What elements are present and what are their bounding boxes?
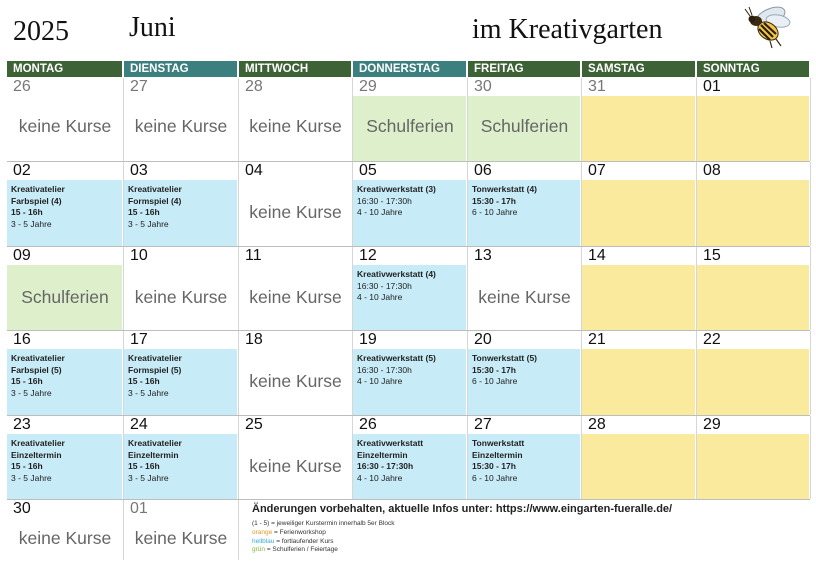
legend-line <box>252 538 334 547</box>
day-body <box>7 180 122 246</box>
legend-description: = Schulferien / Feiertage <box>265 546 338 554</box>
day-cell <box>468 78 582 161</box>
day-number: 20 <box>474 331 492 348</box>
course-line: 3 - 5 Jahre <box>11 387 52 398</box>
course-line: Einzeltermin <box>11 449 62 460</box>
course-line: Kreativatelier <box>128 353 182 363</box>
day-cell <box>468 416 582 499</box>
weekday-header-sonntag: SONNTAG <box>697 61 809 77</box>
course-line: 15:30 - 17h <box>472 195 516 206</box>
day-cell <box>239 331 353 415</box>
legend-keyword: hellblau <box>252 537 275 545</box>
day-number: 17 <box>130 331 148 348</box>
day-number: 30 <box>474 78 492 95</box>
day-cell <box>353 247 468 330</box>
day-cell <box>353 331 468 415</box>
day-body <box>582 349 695 415</box>
day-number: 18 <box>245 331 263 348</box>
day-cell <box>124 331 239 415</box>
course-line: 16:30 - 17:30h <box>357 280 412 291</box>
course-line: Tonwerkstatt (4) <box>472 184 538 194</box>
legend-description: = fortlaufender Kurs <box>274 537 334 545</box>
course-line: 16:30 - 17:30h <box>357 461 414 471</box>
course-line: 15 - 16h <box>11 461 43 471</box>
course-line: 16:30 - 17:30h <box>357 364 412 375</box>
day-number: 04 <box>245 162 263 179</box>
weekday-header-dienstag: DIENSTAG <box>124 61 237 77</box>
day-number: 16 <box>13 331 31 348</box>
course-info <box>11 180 120 246</box>
course-line: Tonwerkstatt (5) <box>472 353 538 363</box>
day-number: 08 <box>703 162 721 179</box>
day-cell <box>239 78 353 161</box>
day-cell <box>353 78 468 161</box>
day-cell <box>468 331 582 415</box>
day-cell <box>468 162 582 246</box>
day-number: 26 <box>359 416 377 433</box>
day-cell <box>7 331 124 415</box>
bee-icon <box>740 3 796 49</box>
course-info <box>128 180 235 246</box>
no-courses-label: keine Kurse <box>134 287 228 307</box>
day-body <box>124 434 237 499</box>
day-number: 29 <box>703 416 721 433</box>
day-number: 05 <box>359 162 377 179</box>
course-line: 4 - 10 Jahre <box>357 292 403 302</box>
course-info <box>472 180 578 246</box>
course-line: Kreativatelier <box>11 184 65 194</box>
course-line: 3 - 5 Jahre <box>11 218 52 229</box>
school-holiday-label: Schulferien <box>366 116 454 136</box>
course-line: Formspiel (4) <box>128 195 182 206</box>
day-body <box>468 180 580 246</box>
day-number: 28 <box>588 416 606 433</box>
course-line: 15:30 - 17h <box>472 461 516 471</box>
day-cell <box>353 162 468 246</box>
course-info <box>357 349 464 415</box>
day-body <box>582 265 695 330</box>
day-number: 21 <box>588 331 606 348</box>
day-body <box>353 265 466 330</box>
school-holiday-label: Schulferien <box>480 116 569 136</box>
day-number: 24 <box>130 416 148 433</box>
day-cell <box>697 162 811 246</box>
day-body <box>468 349 580 415</box>
course-line: Kreativwerkstatt (4) <box>357 269 436 279</box>
course-line: 4 - 10 Jahre <box>357 376 403 386</box>
course-line: Farbspiel (4) <box>11 195 62 206</box>
course-line: 15 - 16h <box>11 207 43 217</box>
school-holiday-label: Schulferien <box>21 287 109 307</box>
day-cell <box>124 500 239 560</box>
day-cell <box>582 247 697 330</box>
course-line: 6 - 10 Jahre <box>472 472 518 483</box>
day-body <box>124 180 237 246</box>
legend-line <box>252 529 326 538</box>
course-line: Formspiel (5) <box>128 364 182 375</box>
course-line: 15 - 16h <box>128 207 160 217</box>
notes-title: Änderungen vorbehalten, aktuelle Infos unter: https://www.eingarten-fueralle.de/ <box>252 503 673 515</box>
course-line: Kreativatelier <box>128 184 182 194</box>
day-body <box>697 96 809 161</box>
day-body <box>353 180 466 246</box>
course-line: 15 - 16h <box>128 376 160 386</box>
course-line: 4 - 10 Jahre <box>357 472 403 483</box>
course-line: 15 - 16h <box>11 376 43 386</box>
no-courses-label: keine Kurse <box>18 528 112 548</box>
course-line: Kreativatelier <box>11 353 65 363</box>
day-number: 28 <box>245 78 263 95</box>
day-number: 30 <box>13 500 31 517</box>
day-body <box>697 180 809 246</box>
day-number: 09 <box>13 247 31 264</box>
weekday-header-montag: MONTAG <box>7 61 122 77</box>
day-cell <box>7 416 124 499</box>
legend-line <box>252 546 338 555</box>
course-line: 15 - 16h <box>128 461 160 471</box>
day-body <box>582 96 695 161</box>
legend-keyword: grün <box>252 546 266 554</box>
course-line: 3 - 5 Jahre <box>11 472 52 483</box>
legend-description: = Ferienworkshop <box>272 528 326 536</box>
day-cell <box>582 162 697 246</box>
course-line: 6 - 10 Jahre <box>472 376 518 386</box>
day-number: 15 <box>703 247 721 264</box>
weekday-header-donnerstag: DONNERSTAG <box>353 61 466 77</box>
course-line: Kreativwerkstatt (3) <box>357 184 436 194</box>
day-number: 11 <box>245 247 262 264</box>
day-body <box>353 434 466 499</box>
day-number: 13 <box>474 247 492 264</box>
day-body <box>697 434 809 499</box>
course-line: Farbspiel (5) <box>11 364 62 375</box>
course-info <box>472 349 578 415</box>
course-line: 3 - 5 Jahre <box>128 387 169 398</box>
course-info <box>11 434 120 499</box>
title-month: Juni <box>129 12 176 43</box>
course-line: 16:30 - 17:30h <box>357 195 412 206</box>
course-line: Einzeltermin <box>128 449 179 460</box>
course-line: 4 - 10 Jahre <box>357 207 403 217</box>
day-cell <box>7 247 124 330</box>
day-cell <box>697 416 811 499</box>
course-line: 3 - 5 Jahre <box>128 472 169 483</box>
weekday-header-freitag: FREITAG <box>468 61 580 77</box>
course-line: Einzeltermin <box>357 449 408 460</box>
course-info <box>128 434 235 499</box>
day-number: 19 <box>359 331 377 348</box>
course-line: Tonwerkstatt <box>472 438 525 448</box>
day-body <box>124 349 237 415</box>
day-number: 01 <box>703 78 721 95</box>
course-line: Kreativwerkstatt <box>357 438 424 448</box>
course-line: Kreativatelier <box>128 438 182 448</box>
day-number: 07 <box>588 162 606 179</box>
day-cell <box>7 500 124 560</box>
course-line: 15:30 - 17h <box>472 364 516 375</box>
course-line: Kreativwerkstatt (5) <box>357 353 436 363</box>
course-line: 6 - 10 Jahre <box>472 207 518 217</box>
no-courses-label: keine Kurse <box>249 371 342 391</box>
day-cell <box>124 247 239 330</box>
legend-keyword: orange <box>252 528 273 536</box>
day-number: 02 <box>13 162 31 179</box>
day-body <box>353 349 466 415</box>
day-number: 27 <box>130 78 148 95</box>
day-body <box>582 180 695 246</box>
legend-line: (1 - 5) = jeweiliger Kurstermin innerhalb 5er Block <box>252 520 395 527</box>
day-cell <box>582 416 697 499</box>
day-cell <box>239 247 353 330</box>
no-courses-label: keine Kurse <box>249 456 342 476</box>
day-body <box>582 434 695 499</box>
day-number: 01 <box>130 500 148 517</box>
course-line: Einzeltermin <box>472 449 523 460</box>
day-cell <box>582 331 697 415</box>
day-cell <box>697 78 811 161</box>
day-cell <box>582 78 697 161</box>
course-line: Kreativatelier <box>11 438 65 448</box>
day-body <box>7 349 122 415</box>
day-cell <box>239 416 353 499</box>
day-number: 29 <box>359 78 377 95</box>
day-number: 06 <box>474 162 492 179</box>
day-cell <box>124 78 239 161</box>
day-cell <box>697 247 811 330</box>
no-courses-label: keine Kurse <box>249 116 342 136</box>
course-info <box>472 434 578 499</box>
course-info <box>357 265 464 330</box>
day-body <box>697 265 809 330</box>
course-info <box>357 180 464 246</box>
day-number: 23 <box>13 416 31 433</box>
title-place: im Kreativgarten <box>472 14 663 45</box>
course-info <box>11 349 120 415</box>
day-number: 26 <box>13 78 31 95</box>
weekday-header-mittwoch: MITTWOCH <box>239 61 351 77</box>
course-line: 3 - 5 Jahre <box>128 218 169 229</box>
day-cell <box>468 247 582 330</box>
no-courses-label: keine Kurse <box>249 202 342 222</box>
day-cell <box>7 78 124 161</box>
course-info <box>128 349 235 415</box>
day-cell <box>353 416 468 499</box>
day-number: 25 <box>245 416 263 433</box>
weekday-header-samstag: SAMSTAG <box>582 61 695 77</box>
no-courses-label: keine Kurse <box>134 116 228 136</box>
day-cell <box>124 416 239 499</box>
day-cell <box>239 162 353 246</box>
title-year: 2025 <box>13 16 69 47</box>
day-number: 27 <box>474 416 492 433</box>
course-info <box>357 434 464 499</box>
day-body <box>468 434 580 499</box>
day-cell <box>124 162 239 246</box>
day-body <box>7 434 122 499</box>
no-courses-label: keine Kurse <box>249 287 342 307</box>
day-number: 10 <box>130 247 148 264</box>
day-number: 14 <box>588 247 606 264</box>
day-cell <box>697 331 811 415</box>
day-body <box>697 349 809 415</box>
day-cell <box>7 162 124 246</box>
day-number: 12 <box>359 247 377 264</box>
day-number: 31 <box>588 78 606 95</box>
no-courses-label: keine Kurse <box>18 116 112 136</box>
no-courses-label: keine Kurse <box>134 528 228 548</box>
no-courses-label: keine Kurse <box>478 287 571 307</box>
day-number: 03 <box>130 162 148 179</box>
day-number: 22 <box>703 331 721 348</box>
